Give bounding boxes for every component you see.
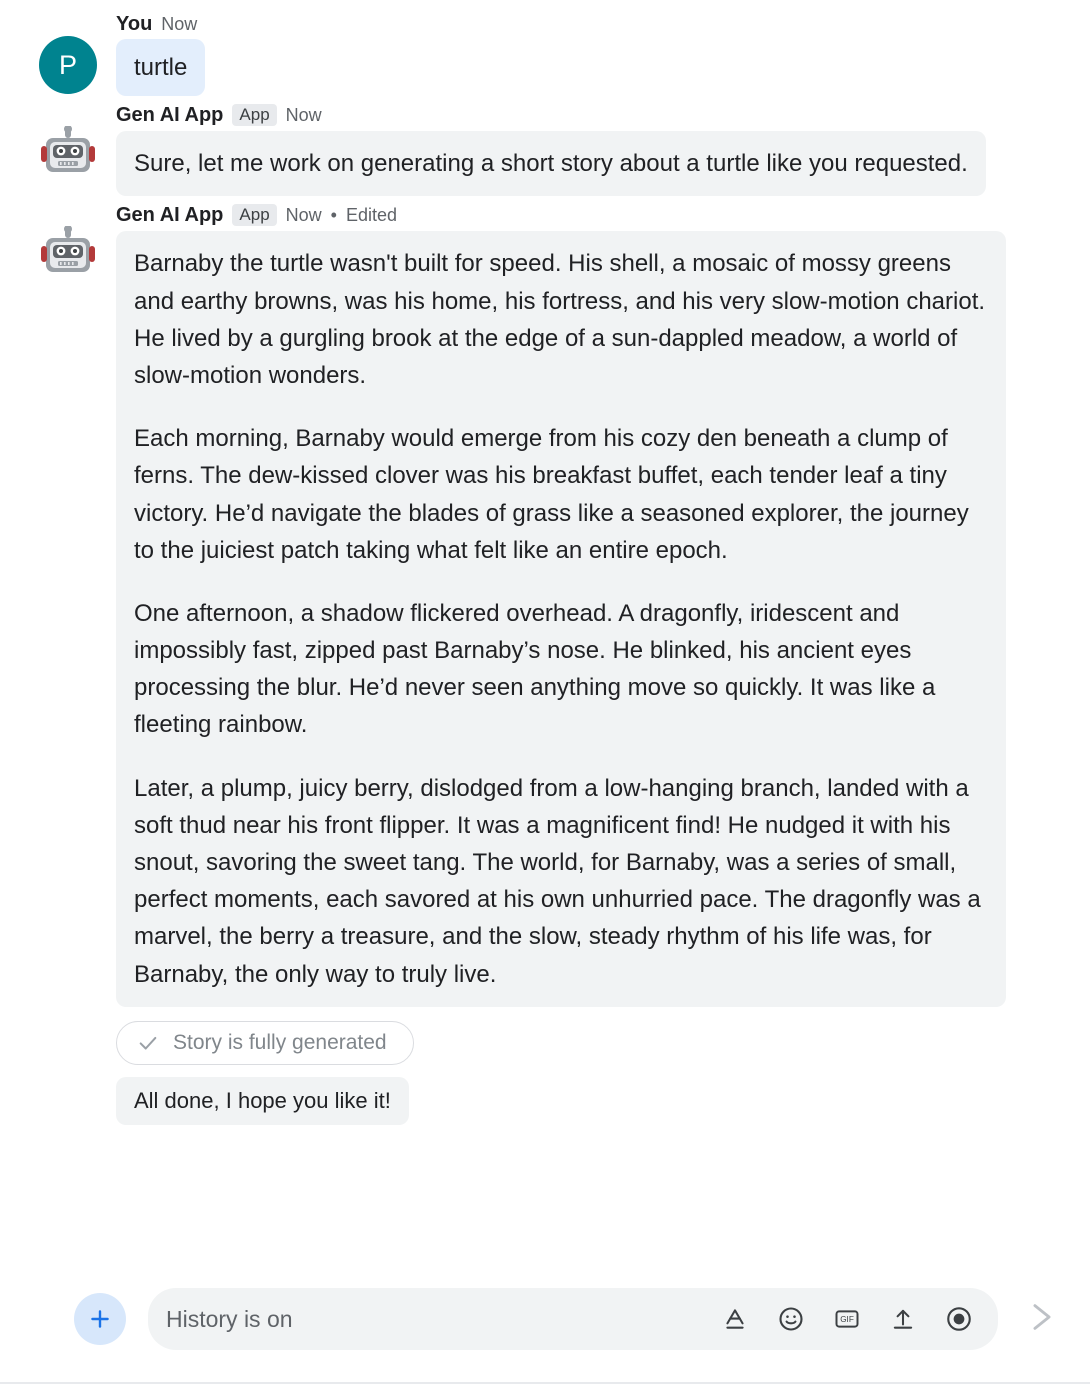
- format-text-icon[interactable]: [720, 1304, 750, 1334]
- edited-label: Edited: [345, 205, 398, 226]
- timestamp: Now: [285, 105, 322, 126]
- message-meta: [116, 204, 1070, 226]
- story-paragraph: Later, a plump, juicy berry, dislodged from a low-hanging branch, landed with a soft thud near his front flipper. It was a magnificent find! He nudged it with his snout, savoring the sweet tang. The world, for Barnaby, was a series of small, perfect moments, each savored at his own unhurried pace. The dragonfly was a marvel, the berry a treasure, and the slow, steady rhythm of his life was, for Barnaby, the only way to truly live.: [134, 774, 981, 988]
- gif-icon[interactable]: [832, 1304, 862, 1334]
- message-bubble[interactable]: Sure, let me work on generating a short story about a turtle like you requested.: [116, 131, 986, 196]
- avatar[interactable]: P: [39, 36, 97, 94]
- send-button[interactable]: [1014, 1291, 1070, 1347]
- message-body: [116, 204, 1070, 1124]
- emoji-icon[interactable]: [776, 1304, 806, 1334]
- story-paragraph: One afternoon, a shadow flickered overhead. A dragonfly, iridescent and impossibly fast, zipped past Barnaby’s nose. He blinked, his ancient eyes processing the blur. He’d never seen anything move so quickly. It was like a fleeting rainbow.: [134, 599, 936, 739]
- message-bubble[interactable]: [116, 231, 1006, 1006]
- timestamp: Now: [285, 205, 322, 226]
- message-input[interactable]: [162, 1306, 720, 1333]
- sender-name: Gen AI App: [116, 204, 224, 227]
- message-bot-intro: [20, 104, 1070, 196]
- app-badge: App: [232, 104, 276, 126]
- send-icon: [1025, 1300, 1059, 1339]
- robot-avatar-icon: [40, 126, 96, 182]
- avatar-column: [20, 104, 116, 182]
- message-body: [116, 14, 1070, 96]
- input-container[interactable]: [148, 1288, 998, 1350]
- app-badge: App: [232, 204, 276, 226]
- svg-text:GIF: GIF: [840, 1315, 854, 1325]
- message-user: [20, 14, 1070, 96]
- status-badge-label: Story is fully generated: [173, 1030, 387, 1054]
- add-attachment-button[interactable]: [74, 1293, 126, 1345]
- upload-icon[interactable]: [888, 1304, 918, 1334]
- composer-icon-group: [720, 1304, 980, 1334]
- sender-name: Gen AI App: [116, 104, 224, 127]
- sender-name: You: [116, 13, 153, 35]
- message-composer: [0, 1288, 1090, 1384]
- status-badge: [116, 1021, 414, 1065]
- message-bot-story: [20, 204, 1070, 1124]
- robot-avatar-icon: [40, 226, 96, 282]
- story-paragraph: Barnaby the turtle wasn't built for speed. His shell, a mosaic of mossy greens and earthy browns, was his home, his fortress, and his very slow-motion chariot. He lived by a gurgling brook at the edge of a sun-dappled meadow, a world of slow-motion wonders.: [134, 250, 986, 389]
- plus-icon: [87, 1306, 113, 1332]
- timestamp: Now: [161, 14, 198, 34]
- message-meta: [116, 104, 1070, 126]
- avatar-column: [20, 204, 116, 282]
- followup-bubble[interactable]: All done, I hope you like it!: [116, 1077, 409, 1125]
- message-meta: [116, 14, 1070, 34]
- meta-separator: •: [330, 205, 337, 226]
- avatar-column: [20, 14, 116, 94]
- record-icon[interactable]: [944, 1304, 974, 1334]
- check-icon: [137, 1032, 159, 1054]
- story-paragraph: Each morning, Barnaby would emerge from his cozy den beneath a clump of ferns. The dew-kissed clover was his breakfast buffet, each tender leaf a tiny victory. He’d navigate the blades of grass like a seasoned explorer, the journey to the juiciest patch taking what felt like an entire epoch.: [134, 425, 969, 564]
- message-body: [116, 104, 1070, 196]
- message-bubble[interactable]: turtle: [116, 39, 205, 96]
